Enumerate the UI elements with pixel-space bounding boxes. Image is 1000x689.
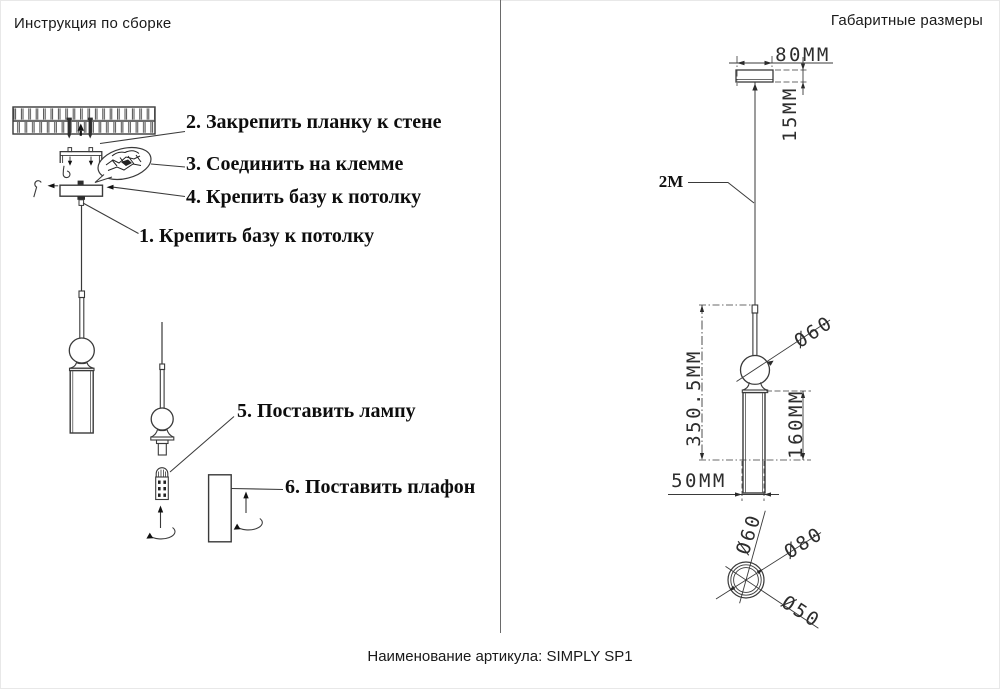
step-3-label: 3. Соединить на клемме — [186, 153, 404, 175]
bulb-insert-arrow — [146, 506, 175, 539]
dim-canopy-width: 80MM — [775, 44, 831, 66]
step-6-label: 6. Поставить плафон — [285, 476, 476, 498]
assembly-title: Инструкция по сборке — [14, 15, 172, 32]
dim-canopy-height: 15MM — [779, 86, 801, 142]
article-caption: Наименование артикула: SIMPLY SP1 — [367, 648, 633, 665]
step-4-label: 4. Крепить базу к потолку — [186, 186, 422, 208]
canopy-drawing — [736, 70, 773, 82]
dim-cable-length: 2M — [658, 172, 684, 191]
dimensions-title: Габаритные размеры — [830, 12, 983, 29]
terminal-clamp-drawing — [95, 142, 155, 184]
exploded-lamp-drawing — [151, 322, 174, 455]
suspension-wire — [752, 82, 757, 305]
dim-bottom-d60: Ø60 — [732, 510, 766, 558]
base-plate-drawing — [34, 181, 114, 206]
dim-shade-height: 160MM — [785, 389, 807, 459]
dim-ball-diameter: Ø60 — [790, 311, 838, 353]
wall-drawing — [13, 107, 155, 134]
assembled-lamp-drawing — [69, 205, 94, 433]
assembly-diagram — [0, 0, 500, 633]
dim-2m-leader — [688, 183, 754, 204]
step-1-label: 1. Крепить базу к потолку — [139, 225, 375, 247]
dim-bottom-d50: Ø50 — [777, 591, 825, 633]
mounting-bracket-drawing — [60, 148, 102, 166]
step-2-label: 2. Закрепить планку к стене — [186, 111, 442, 133]
dim-shade-width: 50MM — [671, 470, 727, 492]
bulb-drawing — [156, 468, 169, 500]
screw-symbol — [34, 181, 41, 197]
dim-fixture-height: 350.5MM — [683, 349, 705, 447]
step-5-label: 5. Поставить лампу — [237, 400, 416, 422]
lamp-body-drawing — [741, 305, 770, 493]
shade-drawing — [209, 475, 263, 542]
dim-bottom-d80: Ø80 — [780, 522, 828, 564]
hook-icon — [63, 166, 70, 178]
